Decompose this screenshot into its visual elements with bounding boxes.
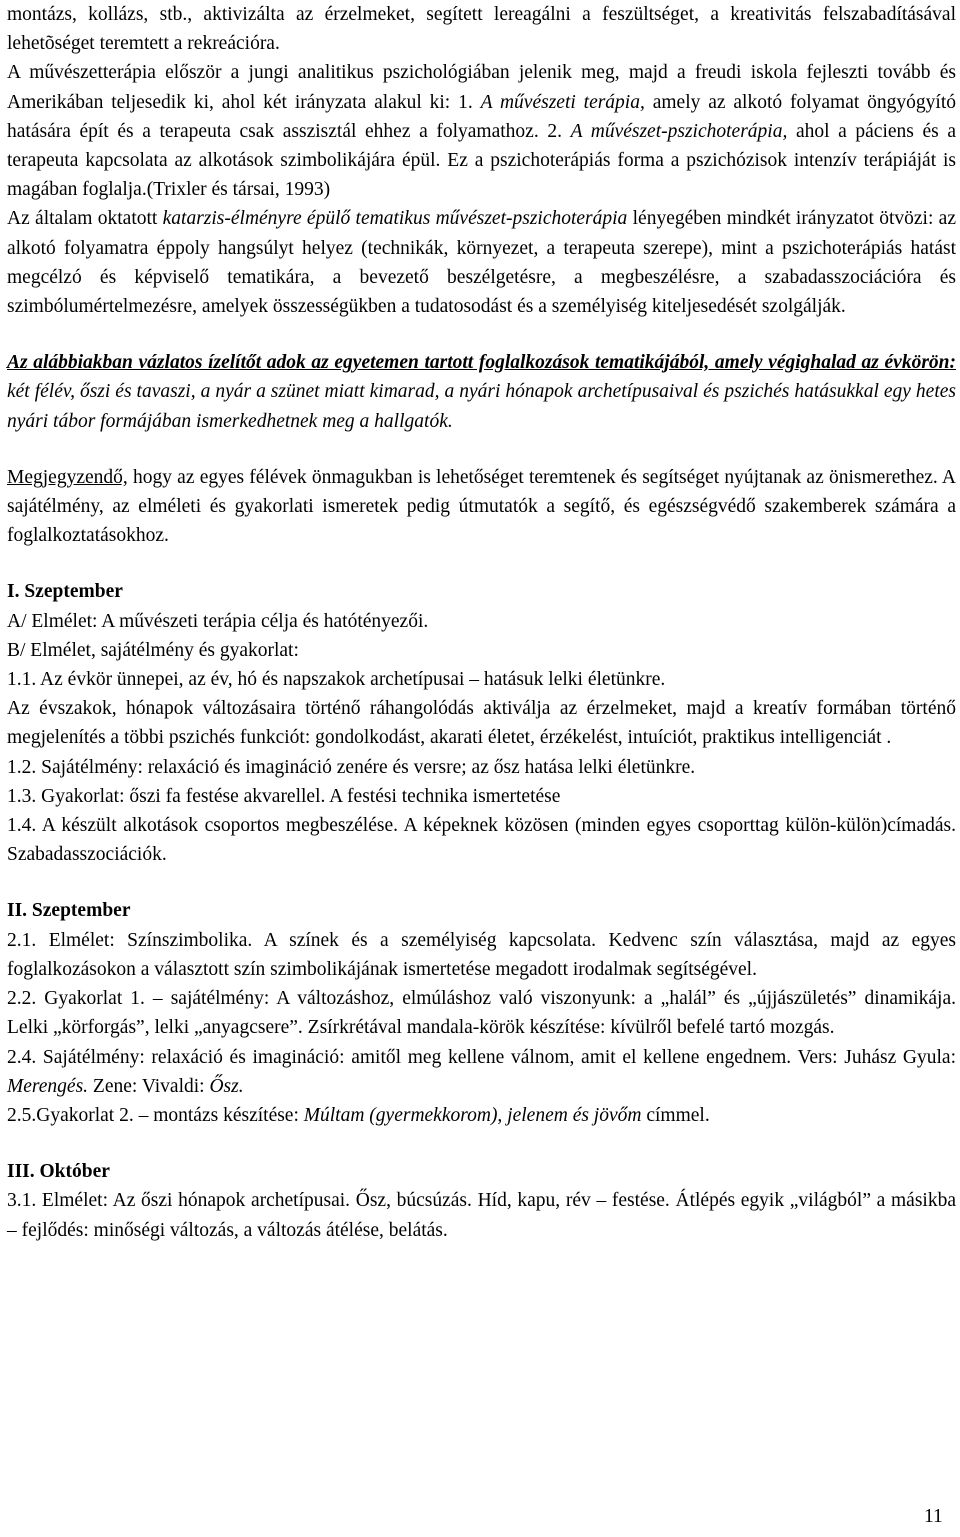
paragraph-text: ahol a páciens és a terapeuta kapcsolata az alkotások szimbolikájára épül. Ez a pszichoterápiás forma a pszichózisok intenzív terápiáját is magában foglalja.(Trixler és társai, 1993) bbox=[7, 120, 956, 201]
note-text: hogy az egyes félévek önmagukban is lehetőséget teremtenek és segítséget nyújtanak az önismerethez. A sajátélmény, az elméleti és gyakorlati ismeretek pedig útmutatók a segítő, és egészségvédő szakemberek számára a foglalkoztatásokhoz. bbox=[7, 466, 956, 547]
list-line: 3.1. Elmélet: Az őszi hónapok archetípusai. Ősz, búcsúzás. Híd, kapu, rév – festése. Átlépés egyik „világból” a másikba – fejlődés: minőségi változás, a változás átélése, belátás. bbox=[7, 1190, 956, 1241]
list-line: 1.4. A készült alkotások csoportos megbeszélése. A képeknek közösen (minden egyes csoporttag külön-külön)címadás. Szabadasszociációk. bbox=[7, 815, 956, 866]
paragraph-continuation bbox=[7, 0, 956, 58]
list-text: 2.4. Sajátélmény: relaxáció és imagináció: amitől meg kellene válnom, amit el kellene engednem. Vers: Juhász Gyula: bbox=[7, 1046, 956, 1068]
paragraph-text: montázs, kollázs, stb., aktivizálta az érzelmeket, segített lereagálni a feszültséget, a kreativitás felszabadításával lehetõséget teremtett a rekreációra. bbox=[7, 4, 956, 55]
paragraph-text: lényegében mindkét irányzatot ötvözi: az alkotó folyamatra éppoly hangsúlyt helyez (technikák, környezet, a terapeuta szerepe), mint a pszichoterápiás hatást megcélzó és képviselő tematikára, a bevezető beszélgetésre, a megbeszélésre, a szabadasszociációra és szimbólumértelmezésre, amelyek összességükben a tudatosodást és a személyiség kiteljesedését szolgálják. bbox=[7, 208, 956, 318]
list-line: Az évszakok, hónapok változásaira történő ráhangolódás aktiválja az érzelmeket, majd a kreatív formában történő megjelenítés a többi pszichés funkciót: gondolkodást, akarati életet, érzékelést, intuíciót, praktikus intelligenciát . bbox=[7, 698, 956, 749]
intro-text: két félév, őszi és tavaszi, a nyár a szünet miatt kimarad, a nyári hónapok archetípusaival és pszichés hatásukkal egy hetes nyári tábor formájában ismerkedhetnek meg a hallgatók. bbox=[7, 381, 956, 432]
paragraph-text: A művészetterápia először a jungi analitikus pszichológiában jelenik meg, majd a freudi iskola fejleszti tovább és Amerikában teljesedik ki, ahol két irányzata alakul ki: 1. bbox=[7, 62, 956, 113]
list-line: 2.2. Gyakorlat 1. – sajátélmény: A változáshoz, elmúláshoz való viszonyunk: a „halál” és „újjászületés” dinamikája. Lelki „körforgás”, lelki „anyagcsere”. Zsírkrétával mandala-körök készítése: kívülről befelé tartó mozgás. bbox=[7, 988, 956, 1039]
note-paragraph bbox=[7, 463, 956, 551]
poem-title: Merengés. bbox=[7, 1075, 89, 1097]
paragraph-text: amely az alkotó folyamat öngyógyító hatására épít és a terapeuta csak asszisztál ehhez a folyamathoz. 2. bbox=[7, 91, 956, 142]
list-line: 2.1. Elmélet: Színszimbolika. A színek és a személyiség kapcsolata. Kedvenc szín választása, majd az egyes foglalkozásokon a választott szín szimbolikájának ismertetése megadott irodalmak segítségével. bbox=[7, 929, 956, 980]
page-number: 11 bbox=[924, 1506, 943, 1527]
list-text: 2.5.Gyakorlat 2. – montázs készítése: bbox=[7, 1104, 304, 1126]
list-line: 1.3. Gyakorlat: őszi fa festése akvarellel. A festési technika ismertetése bbox=[7, 785, 561, 807]
list-line bbox=[7, 1043, 956, 1101]
list-line: B/ Elmélet, sajátélmény és gyakorlat: bbox=[7, 639, 299, 661]
italic-term: A művészeti terápia, bbox=[480, 91, 645, 113]
music-title: Ősz. bbox=[209, 1075, 244, 1097]
section-heading-3: III. Október bbox=[7, 1161, 110, 1183]
list-line: 1.2. Sajátélmény: relaxáció és imagináció zenére és versre; az ősz hatása lelki életünkre. bbox=[7, 756, 696, 778]
list-line: A/ Elmélet: A művészeti terápia célja és hatótényezői. bbox=[7, 610, 429, 632]
list-text: címmel. bbox=[641, 1104, 710, 1126]
section-heading-2: II. Szeptember bbox=[7, 900, 131, 922]
list-line: 1.1. Az évkör ünnepei, az év, hó és napszakok archetípusai – hatásuk lelki életünkre. bbox=[7, 669, 666, 691]
italic-term: A művészet-pszichoterápia, bbox=[570, 120, 788, 142]
paragraph-text: Az általam oktatott bbox=[7, 208, 163, 230]
list-text: Zene: Vivaldi: bbox=[88, 1075, 210, 1097]
italic-term: katarzis-élményre épülő tematikus művészet-pszichoterápia bbox=[162, 208, 628, 230]
paragraph-method bbox=[7, 204, 956, 321]
paragraph-art-therapy-history bbox=[7, 58, 956, 204]
list-line bbox=[7, 1101, 956, 1130]
section-heading-1: I. Szeptember bbox=[7, 581, 123, 603]
intro-bold-text: Az alábbiakban vázlatos ízelítőt adok az egyetemen tartott foglalkozások tematikájából, amely végighalad az évkörön: bbox=[7, 352, 956, 374]
document-page bbox=[7, 0, 956, 1245]
note-underlined-word: Megjegyzendő, bbox=[7, 466, 128, 488]
intro-paragraph bbox=[7, 348, 956, 436]
italic-title: Múltam (gyermekkorom), jelenem és jövőm bbox=[303, 1104, 642, 1126]
